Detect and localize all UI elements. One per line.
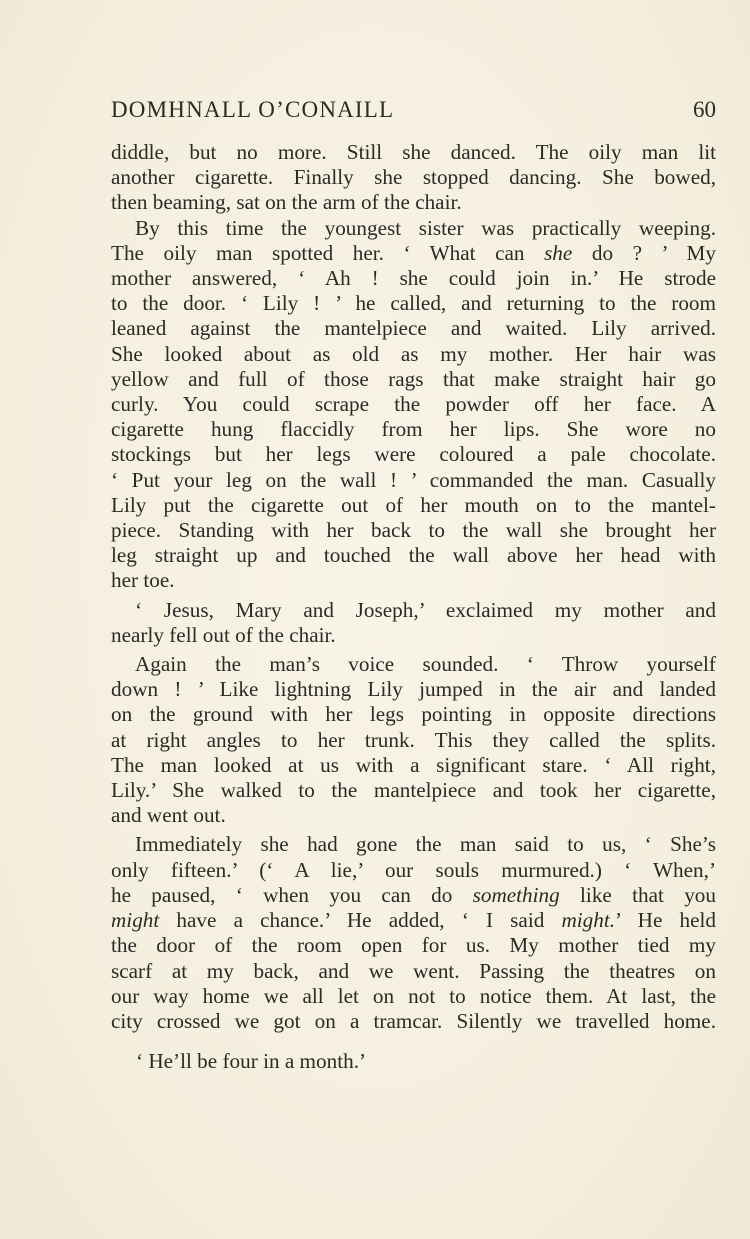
text-line: leg straight up and touched the wall above her head with: [111, 543, 716, 568]
text-line: the door of the room open for us. My mother tied my: [111, 933, 716, 958]
paragraph: [111, 598, 716, 648]
page-header: [111, 97, 716, 131]
body-text: [111, 140, 716, 1034]
text-line: piece. Standing with her back to the wall she brought her: [111, 518, 716, 543]
text-line: curly. You could scrape the powder off her face. A: [111, 392, 716, 417]
running-head: DOMHNALL O’CONAILL: [111, 97, 395, 122]
text-line: and went out.: [111, 803, 226, 828]
text-line: ‘ He’ll be four in a month.’: [136, 1049, 367, 1073]
text-line: then beaming, sat on the arm of the chair.: [111, 190, 462, 215]
text-line: diddle, but no more. Still she danced. The oily man lit: [111, 140, 716, 164]
text-line: ‘ Put your leg on the wall ! ’ commanded the man. Casually: [111, 467, 716, 492]
text-line: another cigarette. Finally she stopped dancing. She bowed,: [111, 165, 716, 190]
text-line: to the door. ‘ Lily ! ’ he called, and returning to the room: [111, 291, 716, 316]
text-line: ‘ Jesus, Mary and Joseph,’ exclaimed my mother and: [135, 597, 716, 622]
text-line: he paused, ‘ when you can do something like that you: [111, 882, 716, 907]
text-line: scarf at my back, and we went. Passing the theatres on: [111, 958, 716, 983]
text-line: By this time the youngest sister was practically weeping.: [135, 215, 716, 240]
text-line: Lily.’ She walked to the mantelpiece and took her cigarette,: [111, 778, 716, 803]
text-line: Lily put the cigarette out of her mouth on to the mantel-: [111, 492, 716, 517]
text-line: She looked about as old as my mother. Her hair was: [111, 341, 716, 366]
text-line: yellow and full of those rags that make straight hair go: [111, 366, 716, 391]
paragraph: [111, 652, 716, 828]
text-line: might have a chance.’ He added, ‘ I said might.’ He held: [111, 908, 716, 933]
text-line: her toe.: [111, 568, 175, 593]
paragraph: [111, 140, 716, 216]
text-line: cigarette hung flaccidly from her lips. She wore no: [111, 417, 716, 442]
text-line: on the ground with her legs pointing in opposite directions: [111, 702, 716, 727]
text-line: mother answered, ‘ Ah ! she could join in.’ He strode: [111, 266, 716, 291]
text-line: Immediately she had gone the man said to us, ‘ She’s: [135, 832, 716, 857]
text-line: our way home we all let on not to notice them. At last, the: [111, 983, 716, 1008]
text-line: stockings but her legs were coloured a pale chocolate.: [111, 442, 716, 467]
text-line: nearly fell out of the chair.: [111, 622, 336, 647]
paragraph: [111, 832, 716, 1034]
text-line: The oily man spotted her. ‘ What can she do ? ’ My: [111, 240, 716, 265]
text-line: down ! ’ Like lightning Lily jumped in the air and landed: [111, 677, 716, 702]
text-line: leaned against the mantelpiece and waited. Lily arrived.: [111, 316, 716, 341]
text-line: at right angles to her trunk. This they called the splits.: [111, 727, 716, 752]
text-line: The man looked at us with a significant stare. ‘ All right,: [111, 752, 716, 777]
text-line: city crossed we got on a tramcar. Silently we travelled home.: [111, 1008, 716, 1033]
page-number: 60: [693, 97, 716, 122]
paragraph: [111, 216, 716, 594]
text-line: Again the man’s voice sounded. ‘ Throw yourself: [135, 652, 716, 677]
text-line: only fifteen.’ (‘ A lie,’ our souls murmured.) ‘ When,’: [111, 857, 716, 882]
